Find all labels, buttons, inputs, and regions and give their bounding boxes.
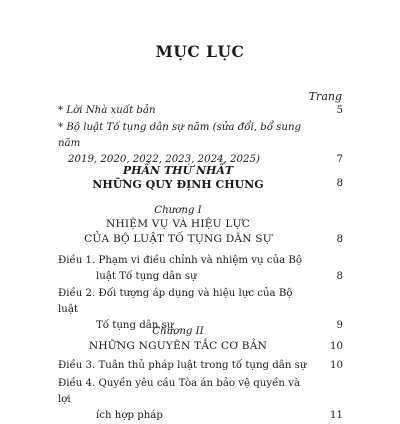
chapter-1-label: Chương I — [154, 205, 202, 216]
page-column-header: Trang — [308, 90, 342, 103]
toc-entry-article-1[interactable] — [58, 253, 343, 285]
toc-entry-text-cont: 2019, 2020, 2022, 2023, 2024, 2025) — [68, 154, 260, 165]
toc-entry-article-4[interactable] — [58, 376, 343, 424]
page-title: MỤC LỤC — [155, 42, 245, 61]
chapter-2-page: 10 — [330, 341, 343, 352]
chapter-1-page: 8 — [336, 234, 343, 245]
chapter-1-title-line2: CỦA BỘ LUẬT TỐ TỤNG DÂN SỰ — [84, 233, 272, 245]
toc-entry-page: 7 — [336, 154, 343, 165]
toc-entry-code[interactable] — [58, 120, 343, 168]
toc-entry-text: Điều 1. Phạm vi điều chỉnh và nhiệm vụ của Bộ — [58, 255, 303, 266]
toc-entry-text: Điều 4. Quyền yêu cầu Tòa án bảo vệ quyền và lợi — [58, 378, 301, 405]
part-page: 8 — [336, 178, 343, 189]
toc-entry-text: Điều 3. Tuân thủ pháp luật trong tố tụng dân sự — [58, 360, 307, 371]
toc-entry-text: * Lời Nhà xuất bản — [58, 105, 156, 116]
chapter-2-label: Chương II — [152, 326, 204, 337]
toc-entry-text: Điều 2. Đối tượng áp dụng và hiệu lực của Bộ luật — [58, 288, 293, 315]
part-title: PHẦN THỨ NHẤT — [122, 164, 234, 177]
chapter-1-title-line1: NHIỆM VỤ VÀ HIỆU LỰC — [105, 218, 251, 230]
part-subtitle: NHỮNG QUY ĐỊNH CHUNG — [92, 178, 264, 191]
toc-entry-text: * Bộ luật Tố tụng dân sự năm (sửa đổi, bổ sung năm — [58, 122, 302, 149]
chapter-2-title: NHỮNG NGUYÊN TẮC CƠ BẢN — [88, 340, 268, 352]
toc-entry-page: 9 — [336, 320, 343, 331]
toc-entry-page: 5 — [336, 105, 343, 116]
toc-entry-page: 11 — [330, 410, 343, 421]
toc-entry-page: 10 — [330, 360, 343, 371]
toc-entry-text-cont: Tố tụng dân sự — [96, 320, 174, 331]
toc-entry-article-3[interactable] — [58, 358, 343, 374]
toc-entry-publisher-note[interactable] — [58, 103, 343, 119]
toc-entry-text-cont: luật Tố tụng dân sự — [96, 271, 197, 282]
toc-entry-text-cont: ích hợp pháp — [96, 410, 163, 421]
toc-entry-page: 8 — [336, 271, 343, 282]
